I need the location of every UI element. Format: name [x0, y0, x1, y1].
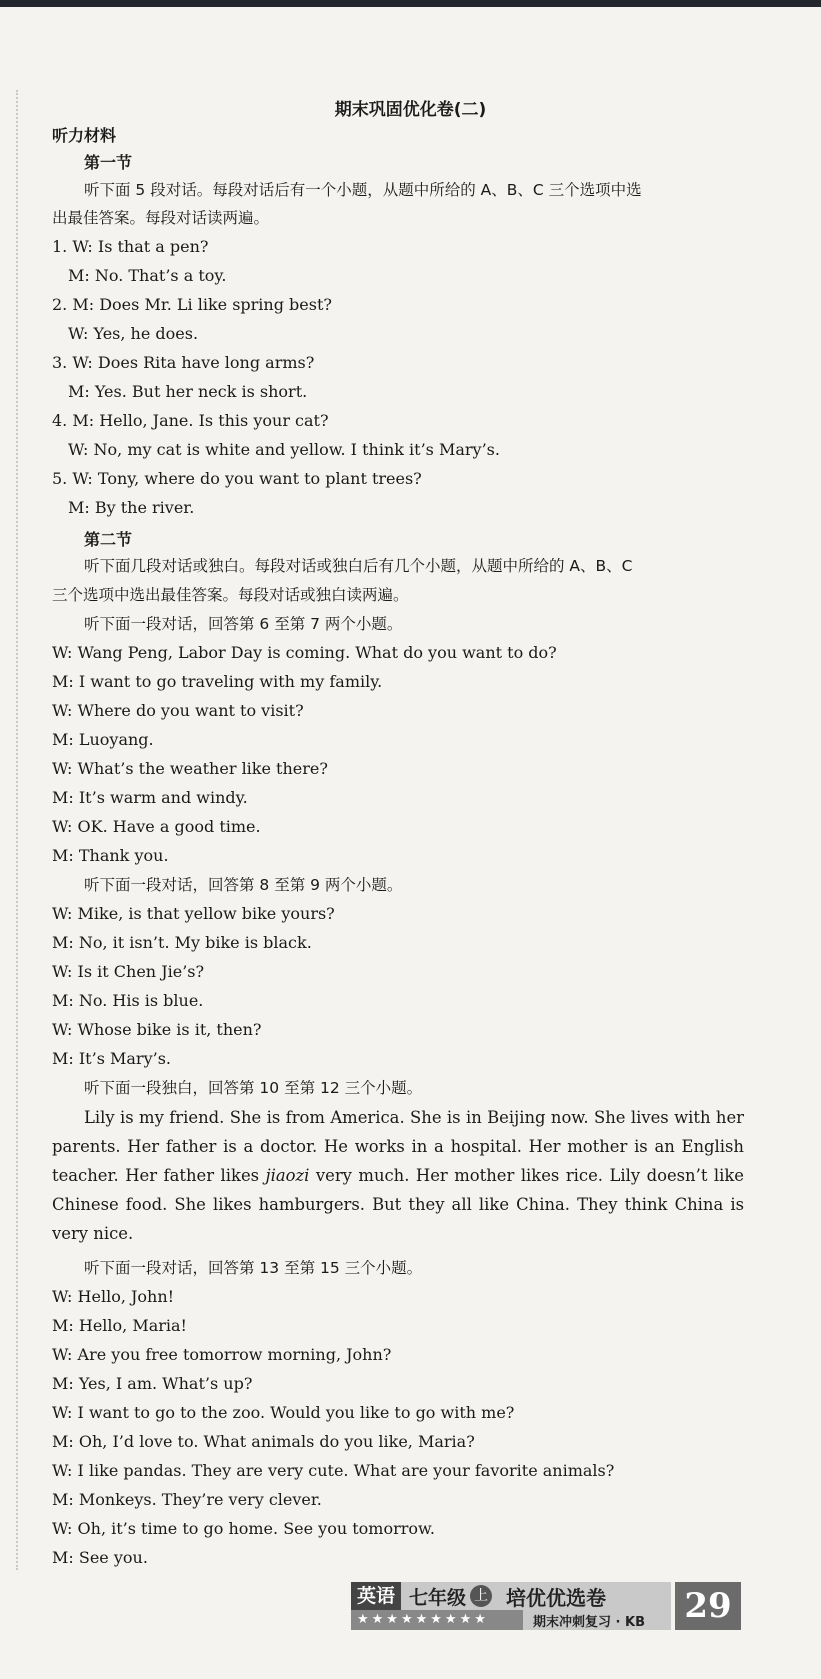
footer-row-bottom [351, 1610, 671, 1630]
dialog-line: M: Yes. But her neck is short. [68, 382, 308, 401]
dialog-line: M: It’s warm and windy. [52, 788, 248, 807]
footer-banner [351, 1582, 741, 1630]
dialog-line: W: Is it Chen Jie’s? [52, 962, 205, 981]
part1-instruction-line: 听下面 5 段对话。每段对话后有一个小题，从题中所给的 A、B、C 三个选项中选 [84, 181, 642, 199]
dialog-line: M: Oh, I’d love to. What animals do you like, Maria? [52, 1432, 475, 1451]
series-title: 培优优选卷 [506, 1585, 607, 1610]
grade-label: 七年级 [409, 1586, 467, 1609]
monologue-italic-word: jiaozi [265, 1166, 310, 1185]
monologue-text: Lily is my friend. She is from America. She is in Beijing now. She lives with her parents. Her father is a doctor. He works in a hospital. Her mother is an English teacher. Her father likes [52, 1108, 744, 1185]
top-border [0, 0, 821, 7]
dialog-line: W: Oh, it’s time to go home. See you tomorrow. [52, 1519, 435, 1538]
page-title: 期末巩固优化卷(二) [334, 100, 487, 120]
dialog-line: M: No. His is blue. [52, 991, 204, 1010]
dialog-line: 5. W: Tony, where do you want to plant trees? [52, 469, 422, 488]
monologue-paragraph [52, 1103, 744, 1248]
dialog-line: M: Hello, Maria! [52, 1316, 187, 1335]
dialog-line: M: No, it isn’t. My bike is black. [52, 933, 312, 952]
dialog-line: W: Hello, John! [52, 1287, 175, 1306]
star-row-icon: ★★★★★★★★★ [351, 1610, 523, 1630]
part1-heading: 第一节 [84, 153, 133, 172]
part2-instruction-line: 三个选项中选出最佳答案。每段对话或独白读两遍。 [52, 586, 409, 604]
dialog-line: 3. W: Does Rita have long arms? [52, 353, 315, 372]
dialog-line: M: No. That’s a toy. [68, 266, 227, 285]
page-number: 29 [675, 1582, 741, 1630]
dialog-line: W: No, my cat is white and yellow. I think it’s Mary’s. [68, 440, 500, 459]
monologue-text: very much. Her mother likes rice. Lily doesn’t like Chinese food. She likes hamburgers. But they all like China. They think China is very nice. [52, 1166, 745, 1243]
dialog-line: M: See you. [52, 1548, 148, 1567]
dialog-line: M: It’s Mary’s. [52, 1049, 171, 1068]
dialog-line: W: Wang Peng, Labor Day is coming. What do you want to do? [52, 643, 557, 662]
semester-badge: 上 [470, 1585, 492, 1607]
dialog-line: M: I want to go traveling with my family. [52, 672, 383, 691]
question-intro: 听下面一段对话，回答第 6 至第 7 两个小题。 [84, 615, 403, 633]
question-intro: 听下面一段对话，回答第 13 至第 15 三个小题。 [84, 1259, 423, 1277]
dialog-line: W: Yes, he does. [68, 324, 199, 343]
question-intro: 听下面一段独白，回答第 10 至第 12 三个小题。 [84, 1079, 423, 1097]
footer-row-top [351, 1582, 671, 1610]
dialog-line: W: Are you free tomorrow morning, John? [52, 1345, 392, 1364]
part1-instruction-line: 出最佳答案。每段对话读两遍。 [52, 209, 270, 227]
dialog-line: M: Monkeys. They’re very clever. [52, 1490, 322, 1509]
dialog-line: W: What’s the weather like there? [52, 759, 328, 778]
footer-title-block [351, 1582, 671, 1630]
dialog-line: W: OK. Have a good time. [52, 817, 261, 836]
dialog-line: W: I like pandas. They are very cute. What are your favorite animals? [52, 1461, 615, 1480]
section-label: 听力材料 [52, 126, 117, 145]
dialog-line: M: Yes, I am. What’s up? [52, 1374, 253, 1393]
dialog-line: 1. W: Is that a pen? [52, 237, 209, 256]
question-intro: 听下面一段对话，回答第 8 至第 9 两个小题。 [84, 876, 403, 894]
footer-subtitle: 期末冲刺复习 · KB [533, 1614, 645, 1630]
dialog-line: W: Mike, is that yellow bike yours? [52, 904, 335, 923]
dialog-line: M: Thank you. [52, 846, 169, 865]
dialog-line: M: Luoyang. [52, 730, 154, 749]
dialog-line: W: I want to go to the zoo. Would you like to go with me? [52, 1403, 515, 1422]
dialog-line: 2. M: Does Mr. Li like spring best? [52, 295, 332, 314]
dialog-line: W: Whose bike is it, then? [52, 1020, 262, 1039]
dialog-line: 4. M: Hello, Jane. Is this your cat? [52, 411, 329, 430]
dialog-line: M: By the river. [68, 498, 195, 517]
part2-instruction-line: 听下面几段对话或独白。每段对话或独白后有几个小题，从题中所给的 A、B、C [84, 557, 633, 575]
subject-label: 英语 [351, 1582, 401, 1610]
binding-margin-line [16, 90, 18, 1570]
dialog-line: W: Where do you want to visit? [52, 701, 304, 720]
part2-heading: 第二节 [84, 530, 133, 549]
